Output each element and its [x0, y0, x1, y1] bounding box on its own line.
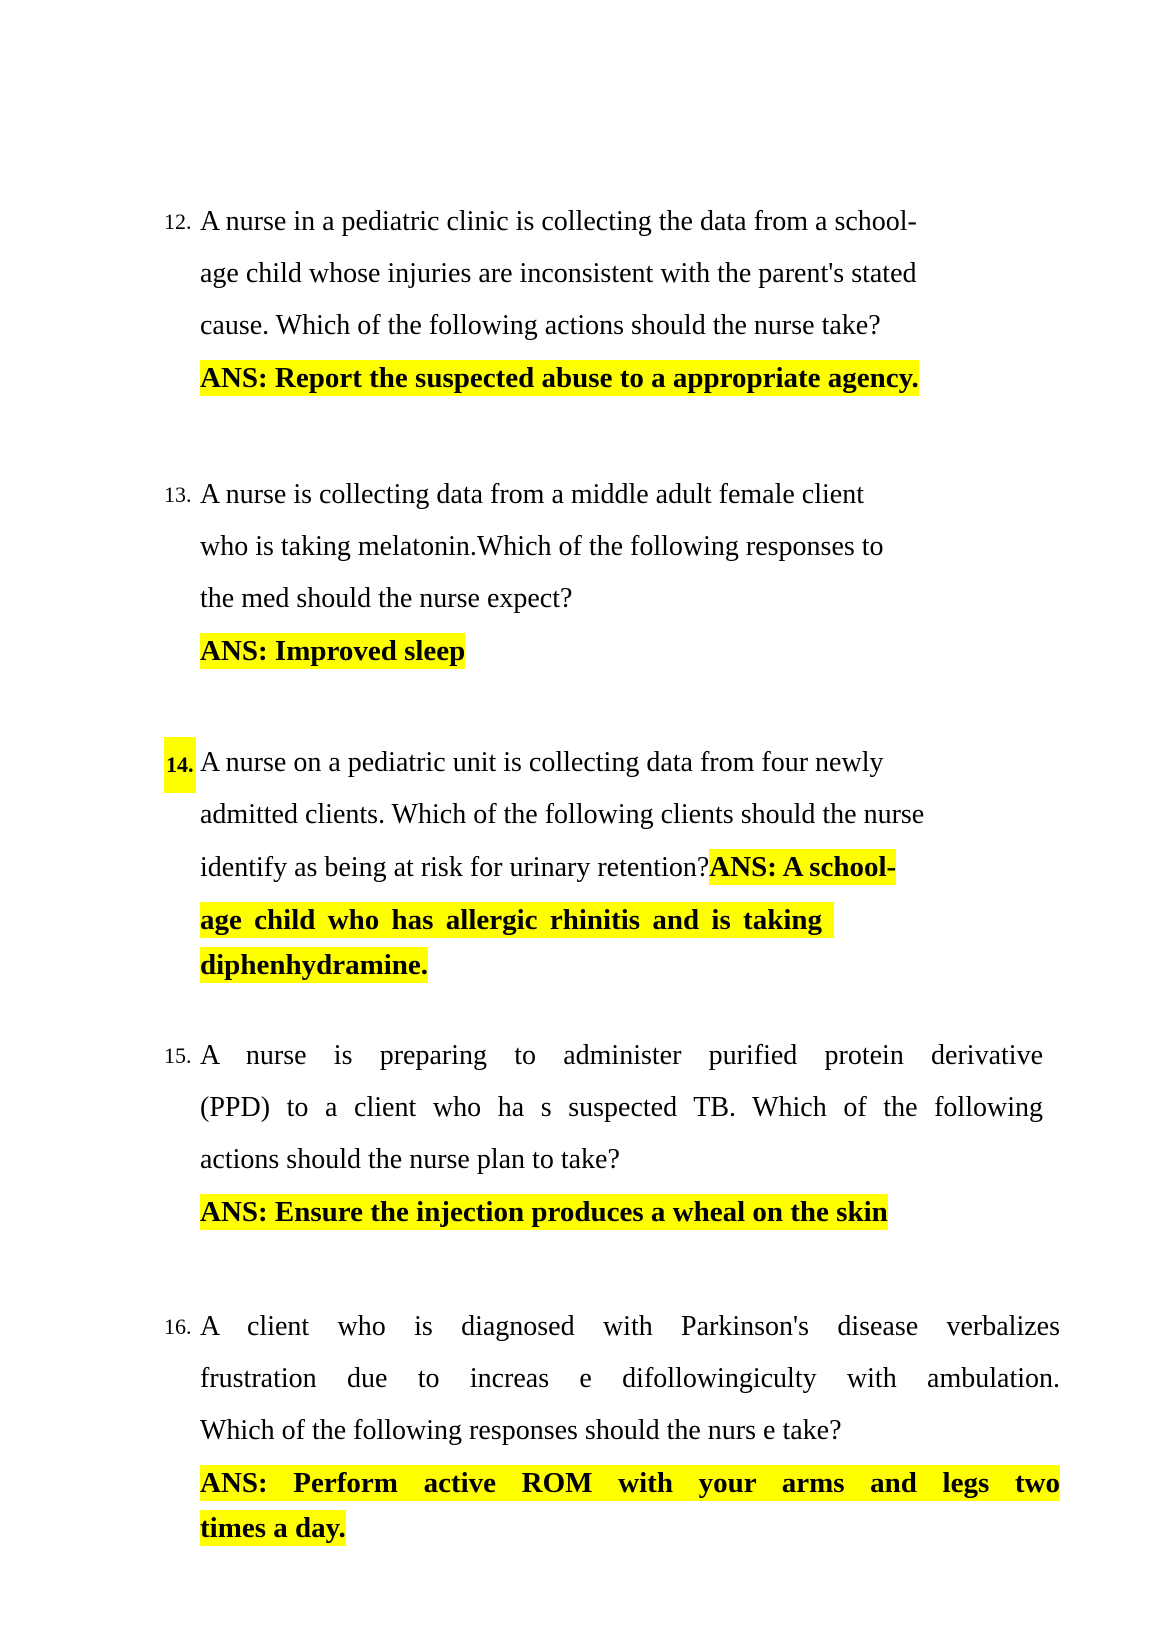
text-line [200, 1186, 1043, 1239]
question-number: 16. [164, 1314, 192, 1339]
text-line [164, 1301, 1060, 1353]
answer-highlight: age child who has allergic rhinitis and is taking [200, 904, 835, 936]
question-14 [166, 737, 1012, 984]
answer-highlight: diphenhydramine. [200, 949, 429, 981]
text-line [200, 841, 1012, 894]
text-line [200, 573, 1012, 625]
answer-highlight: times a day. [200, 1512, 346, 1544]
text-line [200, 300, 1012, 352]
question-text: Which of the following responses should the nurs e take? [200, 1415, 842, 1446]
question-text: admitted clients. Which of the following clients should the nurse [200, 799, 925, 830]
question-15 [164, 1030, 1043, 1239]
question-text: A nurse is preparing to administer purified protein derivative [200, 1040, 1043, 1071]
question-text: frustration due to increas e difollowingiculty with ambulation. [200, 1363, 1060, 1394]
question-text: actions should the nurse plan to take? [200, 1144, 620, 1175]
question-text: age child whose injuries are inconsistent with the parent's stated [200, 258, 917, 289]
question-text: cause. Which of the following actions should the nurse take? [200, 310, 881, 341]
question-text: the med should the nurse expect? [200, 583, 573, 614]
text-line [200, 1353, 1060, 1405]
answer-highlight: ANS: A school- [709, 851, 897, 883]
question-text: A nurse on a pediatric unit is collecting data from four newly [200, 747, 884, 778]
text-line [200, 1457, 1060, 1510]
question-text: (PPD) to a client who ha s suspected TB. Which of the following [200, 1092, 1043, 1123]
text-line [200, 947, 1012, 984]
question-text: A nurse in a pediatric clinic is collecting the data from a school- [200, 206, 917, 237]
text-line [200, 1134, 1043, 1186]
text-line [166, 737, 1012, 789]
question-text: identify as being at risk for urinary retention? [200, 852, 710, 883]
answer-highlight: ANS: Report the suspected abuse to a appropriate agency. [200, 362, 919, 394]
question-text: who is taking melatonin.Which of the following responses to [200, 531, 884, 562]
question-number-highlighted: 14. [164, 737, 196, 793]
text-line [200, 1510, 1060, 1547]
text-line [200, 625, 1012, 678]
text-line [200, 248, 1012, 300]
question-text: A nurse is collecting data from a middle adult female client [200, 479, 865, 510]
text-line [200, 894, 1012, 947]
question-16 [164, 1301, 1060, 1547]
text-line [200, 1082, 1043, 1134]
question-13 [164, 469, 1012, 678]
text-line [200, 521, 1012, 573]
text-line [164, 469, 1012, 521]
text-line [200, 352, 1012, 405]
question-text: A client who is diagnosed with Parkinson's disease verbalizes [200, 1311, 1060, 1342]
question-number: 15. [164, 1043, 192, 1068]
text-line [164, 1030, 1043, 1082]
text-line [164, 196, 1012, 248]
answer-highlight: ANS: Ensure the injection produces a wheal on the skin [200, 1196, 888, 1228]
answer-highlight: ANS: Perform active ROM with your arms and legs two [200, 1467, 1060, 1499]
answer-highlight: ANS: Improved sleep [200, 635, 466, 667]
question-number: 13. [164, 482, 192, 507]
text-line [200, 789, 1012, 841]
text-line [200, 1405, 1060, 1457]
question-number: 12. [164, 209, 192, 234]
question-12 [164, 196, 1012, 405]
